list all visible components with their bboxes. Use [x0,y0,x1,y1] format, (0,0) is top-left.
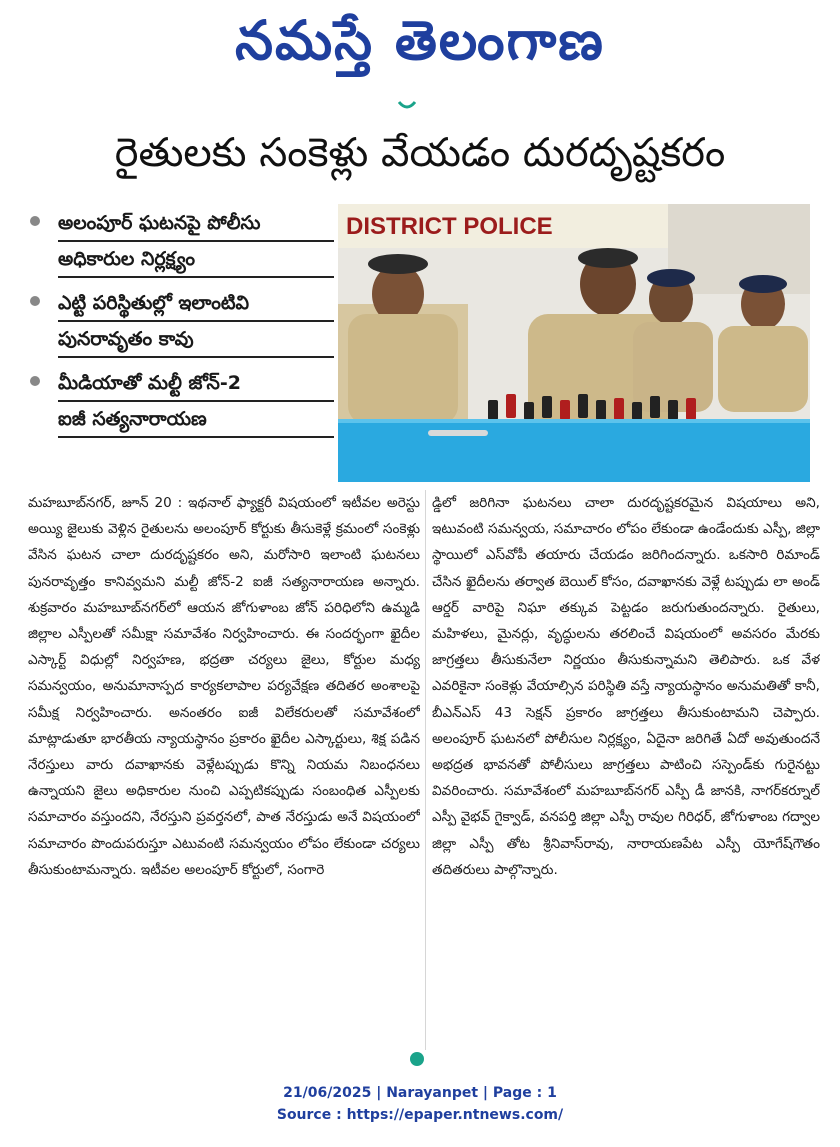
newspaper-logo-icon [398,100,416,110]
press-meet-photo [338,204,810,482]
highlights-list [28,206,334,446]
article-body-left: మహబూబ్‌నగర్, జూన్ 20 : ఇథనాల్ ఫ్యాక్టరీ విషయంలో ఇటీవల అరెస్టు అయ్యి జైలుకు వెళ్లిన రైతులను అలంపూర్ కోర్టుకు తీసుకెళ్లే క్రమంలో సంకెళ్లు వేసిన ఘటన చాలా దురదృష్టకరం అని, మరోసారి ఇలాంటి ఘటనలు పునరావృత్తం కానివ్వమని మల్టీ జోన్-2 ఐజీ సత్యనారాయణ అన్నారు. శుక్రవారం మహబూబ్‌నగర్‌లో ఆయన జోగుళాంబ జోన్ పరిధిలోని ఉమ్మడి జిల్లాల ఎస్పీలతో సమీక్షా సమావేశం నిర్వహించారు. ఈ సందర్భంగా ఖైదీల ఎస్కార్ట్ విధుల్లో నిర్వహణ, భద్రతా చర్యలు జైలు, కోర్టుల మధ్య సమన్వయం, అనుమానాస్పద కార్యకలాపాల పర్యవేక్షణ తదితర అంశాలపై సమీక్ష నిర్వహించారు. అనంతరం ఐజీ విలేకరులతో సమావేశంలో మాట్లాడుతూ భారతీయ న్యాయస్థానం ప్రకారం ఖైదీల ఎస్కార్టులు, శిక్ష పడిన నేరస్తులు వారు దవాఖానకు వెళ్లేటప్పుడు కొన్ని నియమ నిబంధనలు ఉన్నాయని జైలు అధికారుల నుంచి ఎప్పటికప్పుడు సంబంధిత ఎస్పీలకు సమాచారం వస్తుందని, నేరస్తుని ప్రవర్తనలో, పాత నేరస్తుడు అనే విషయంలో సమాచారం పొందుపరుస్తూ ఎటువంటి సమన్వయం లోపం లేకుండా చర్యలు తీసుకుంటామన్నారు. ఇటీవల అలంపూర్ కోర్టులో, సంగారె [28,495,420,878]
article-end-icon [408,1050,426,1068]
highlight-line: ఎట్టి పరిస్థితుల్లో ఇలాంటివి [58,286,334,322]
source-link[interactable]: Source : https://epaper.ntnews.com/ [276,1107,564,1123]
highlight-item [28,286,334,358]
column-divider [425,490,426,1050]
masthead-title: నమస్తే తెలంగాణ [235,8,605,72]
highlight-line: అలంపూర్ ఘటనపై పోలీసు [58,206,334,242]
page-footer [0,1082,840,1126]
masthead [0,6,840,88]
bullet-icon [30,216,40,226]
highlight-line: పునరావృతం కావు [58,322,334,358]
press-meet-illustration [338,204,810,482]
banner-text: DISTRICT POLICE [346,213,553,240]
article-headline: రైతులకు సంకెళ్లు వేయడం దురదృష్టకరం [114,130,726,176]
highlight-line: అధికారుల నిర్లక్ష్యం [58,242,334,278]
edition-info: 21/06/2025 | Narayanpet | Page : 1 [283,1085,557,1101]
highlight-line: మీడియాతో మల్టీ జోన్-2 [58,366,334,402]
highlight-line: ఐజీ సత్యనారాయణ [58,402,334,438]
bullet-icon [30,376,40,386]
bullet-icon [30,296,40,306]
highlight-item [28,366,334,438]
article-body-right: డ్డిలో జరిగినా ఘటనలు చాలా దురదృష్టకరమైన విషయాలు అని, ఇటువంటి సమన్వయ, సమాచారం లోపం లేకుండా ఉండేందుకు ఎస్పీ, జిల్లా స్థాయిలో ఎస్‌వోపీ తయారు చేయడం జరిగిందన్నారు. ఒకసారి రిమాండ్ చేసిన ఖైదీలను తర్వాత బెయిల్ కోసం, దవాఖానకు వెళ్లే టప్పుడు లా అండ్ ఆర్డర్ వారిపై నిఘా తక్కువ పెట్టడం జరుగుతుందన్నారు. రైతులు, మహిళలు, మైనర్లు, వృద్ధులను తరలించే విషయంలో అవసరం మేరకు జాగ్రత్తలు తీసుకునేలా నిర్ణయం తీసుకున్నామని తెలిపారు. ఒక వేళ ఎవరికైనా సంకెళ్లు వేయాల్సిన పరిస్థితి వస్తే న్యాయస్థానం అనుమతితో కానీ, బీఎన్ఎస్ 43 సెక్షన్ ప్రకారం జాగ్రత్తలు తీసుకుంటామని చెప్పారు. అలంపూర్ ఘటనలో పోలీసుల నిర్లక్ష్యం, ఏదైనా జరిగితే ఏదో అవుతుందనే అభద్రత భావనతో పోలీసులు జాగ్రత్తలు పాటించి సస్పెండ్‌కు గురైనట్టు వివరించారు. సమావేశంలో మహబూబ్‌నగర్ ఎస్పీ డీ జానకి, నాగర్‌కర్నూల్ ఎస్పీ వైభవ్ గైక్వాడ్, వనపర్తి జిల్లా ఎస్పీ రావుల గిరిధర్, జోగుళాంబ గద్వాల జిల్లా ఎస్పీ తోట శ్రీనివాస్‌రావు, నారాయణపేట ఎస్పీ యోగేష్‌గౌతం తదితరులు పాల్గొన్నారు. [432,495,820,878]
highlight-item [28,206,334,278]
